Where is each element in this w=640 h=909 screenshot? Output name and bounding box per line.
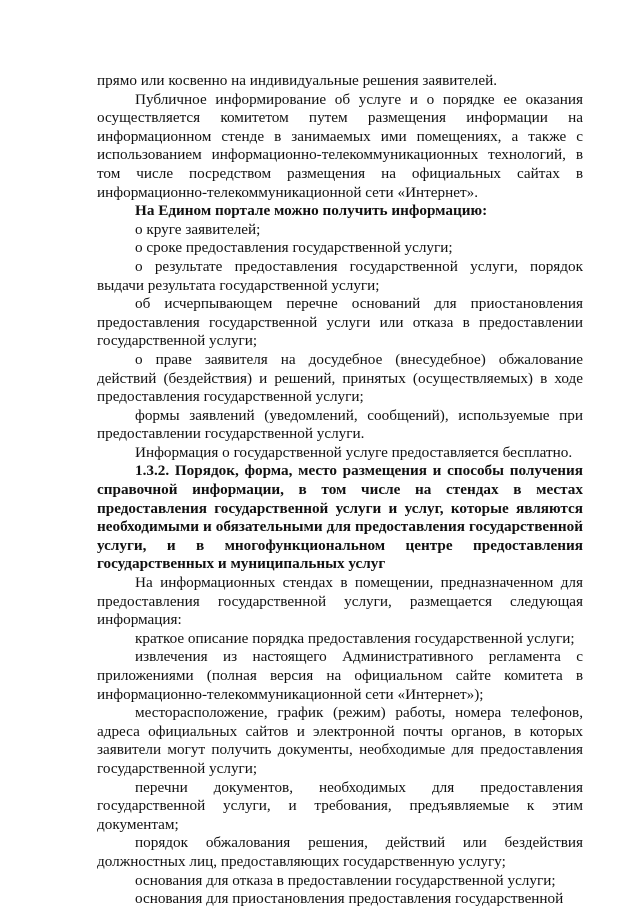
list-item: о сроке предоставления государственной услуги; <box>135 239 453 257</box>
list-item: месторасположение, график (режим) работы, номера телефонов, адреса официальных сайтов и электронной почты органов, в которых заявители могут получить документы, необходимые для предоставления государственной услуги; <box>97 704 583 777</box>
list-item: порядок обжалования решения, действий или бездействия должностных лиц, предоставляющих государственную услугу; <box>97 834 583 870</box>
list-item: об исчерпывающем перечне оснований для приостановления предоставления государственной услуги или отказа в предоставлении государственной услуги; <box>97 295 583 350</box>
heading-unified-portal: На Едином портале можно получить информацию: <box>135 202 488 220</box>
list-item: извлечения из настоящего Административного регламента с приложениями (полная версия на официальном сайте комитета в информационно-телекоммуникационной сети «Интернет»); <box>97 648 583 703</box>
list-item: о круге заявителей; <box>135 220 261 238</box>
list-item: основания для приостановления предоставления государственной <box>135 890 564 908</box>
list-item: основания для отказа в предоставлении государственной услуги; <box>135 871 556 889</box>
list-item: перечни документов, необходимых для предоставления государственной услуги, и требования, предъявляемые к этим документам; <box>97 778 583 833</box>
paragraph-public-informing: Публичное информирование об услуге и о порядке ее оказания осуществляется комитетом путем размещения информации на информационном стенде в занимаемых ими помещениях, а также с использованием информационно-телекоммуникационных технологий, в том числе посредством размещения на официальных сайтах в информационно-телекоммуникационной сети «Интернет». <box>97 90 583 201</box>
list-item: о праве заявителя на досудебное (внесудебное) обжалование действий (бездействия) и решений, принятых (осуществляемых) в ходе предоставления государственной услуги; <box>97 350 583 406</box>
list-item: краткое описание порядка предоставления государственной услуги; <box>135 629 575 647</box>
list-item: о результате предоставления государственной услуги, порядок выдачи результата государственной услуги; <box>97 257 583 294</box>
document-page <box>97 72 583 909</box>
paragraph-continuation: прямо или косвенно на индивидуальные решения заявителей. <box>97 72 498 89</box>
paragraph-info-stands: На информационных стендах в помещении, предназначенном для предоставления государственной услуги, размещается следующая информация: <box>97 574 583 629</box>
paragraph-free-info: Информация о государственной услуге предоставляется бесплатно. <box>135 443 573 461</box>
section-heading-1-3-2: 1.3.2. Порядок, форма, место размещения и способы получения справочной информации, в том числе на стендах в местах предоставления государственной услуги и услуг, которые являются необходимыми и обязательными для предоставления государственной услуги, и в многофункциональном центре предоставления государственных и муниципальных услуг <box>97 462 583 573</box>
list-item: формы заявлений (уведомлений, сообщений), используемые при предоставлении государственной услуги. <box>97 406 583 443</box>
